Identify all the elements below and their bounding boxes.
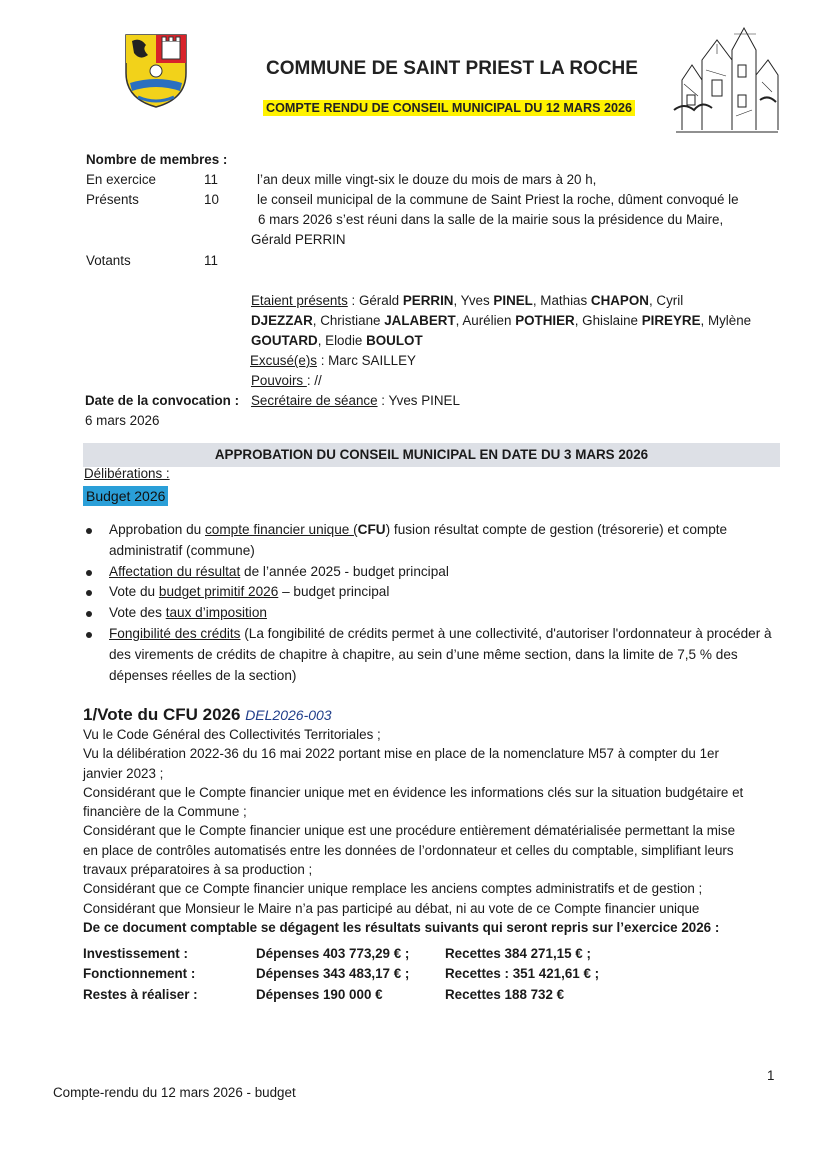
list-item [86,603,786,624]
page-subtitle: COMPTE RENDU DE CONSEIL MUNICIPAL DU 12 MARS 2026 [263,100,635,116]
page-number: 1 [767,1068,775,1083]
body-line: Considérant que le Compte financier unique met en évidence les informations clés sur la situation budgétaire et [83,784,744,800]
body-line: Considérant que Monsieur le Maire n’a pas participé au débat, ni au vote de ce Compte financier unique [83,900,700,916]
secretary-label: Secrétaire de séance [251,393,378,408]
text: , Aurélien [455,313,516,328]
result-recettes: Recettes 188 732 € [445,987,565,1002]
body-line: janvier 2023 ; [83,765,164,781]
intro-line: Gérald PERRIN [251,232,346,247]
name: POTHIER [515,313,575,328]
text: (La fongibilité de crédits permet à une collectivité, d'autoriser l'ordonnateur à procéder à des virements de crédits de chapitre à chapitre, au sein d’une même section, dans la limite de 7,5 % des dépenses réelles de la section) [109,625,772,683]
text: , Cyril [648,293,684,308]
intro-line: 6 mars 2026 s’est réuni dans la salle de la mairie sous la présidence du Maire, [258,212,724,227]
deliberation-ref: DEL2026-003 [245,707,332,723]
present-line [251,331,423,351]
text: , Mylène [700,313,752,328]
body-line: Vu la délibération 2022-36 du 16 mai 2022 portant mise en place de la nomenclature M57 à compter du 1er [83,746,719,762]
body-line: Considérant que ce Compte financier unique remplace les anciens comptes administratifs et de gestion ; [83,881,703,897]
text: , Ghislaine [574,313,642,328]
text: , Mathias [532,293,591,308]
list-item [86,520,786,562]
intro-line: l’an deux mille vingt-six le douze du mois de mars à 20 h, [257,172,597,187]
members-heading: Nombre de membres : [86,152,228,167]
bullet-icon [86,570,92,576]
text: , Christiane [312,313,385,328]
name: BOULOT [366,333,423,348]
result-label: Investissement : [83,946,188,961]
name: CHAPON [590,293,649,308]
section-banner: APPROBATION DU CONSEIL MUNICIPAL EN DATE DU 3 MARS 2026 [83,443,780,467]
secretary-value: : Yves PINEL [377,393,460,408]
text: , Yves [453,293,494,308]
name: DJEZZAR [251,313,313,328]
acronym: CFU [357,522,386,537]
members-value: 11 [204,172,218,187]
section-body [83,725,783,937]
present-line [251,311,751,331]
section-title: 1/Vote du CFU 2026 [83,705,246,724]
text: Approbation du [109,522,205,537]
name: JALABERT [384,313,456,328]
proxy-value: : // [306,373,322,388]
convocation-date: 6 mars 2026 [85,413,160,428]
section-heading [83,705,332,725]
body-line: Considérant que le Compte financier unique est une procédure entièrement dématérialisée permettant la mise [83,823,736,839]
result-depenses: Dépenses 403 773,29 € ; [256,946,410,961]
text: ( [353,522,358,537]
excused-value: : Marc SAILLEY [316,353,416,368]
body-line: travaux préparatoires à sa production ; [83,862,313,878]
deliberation-list [86,520,786,686]
text: ) fusion résultat compte de gestion (trésorerie) et compte administratif (commune) [109,522,728,558]
list-item [86,562,786,583]
bullet-icon [86,632,92,638]
proxy-label: Pouvoirs [251,373,307,388]
convocation-label: Date de la convocation : [85,393,240,408]
result-label: Restes à réaliser : [83,987,198,1002]
result-recettes: Recettes 384 271,15 € ; [445,946,591,961]
present-label: Etaient présents [251,293,348,308]
body-line: en place de contrôles automatisés entre les données de l’ordonnateur et celles du comptable, simplifiant leurs [83,842,734,858]
conclusion-line: De ce document comptable se dégagent les résultats suivants qui seront repris sur l’exercice 2026 : [83,919,720,935]
secretary-line [251,391,460,411]
text: – budget principal [278,584,390,600]
result-depenses: Dépenses 343 483,17 € ; [256,966,410,981]
bullet-icon [86,590,92,596]
excused-line [250,351,416,371]
present-line [251,291,683,311]
list-item [86,624,786,686]
page-title: COMMUNE DE SAINT PRIEST LA ROCHE [266,58,638,79]
footer-text: Compte-rendu du 12 mars 2026 - budget [53,1085,296,1100]
name: PINEL [493,293,533,308]
list-item [86,582,786,603]
intro-line: le conseil municipal de la commune de Saint Priest la roche, dûment convoqué le [257,192,739,207]
text: : Gérald [347,293,403,308]
members-value: 11 [204,253,218,268]
text: Vote des [109,605,166,621]
text: Vote du [109,584,159,600]
text: de l’année 2025 - budget principal [240,563,449,579]
name: GOUTARD [251,333,318,348]
body-line: Vu le Code Général des Collectivités Territoriales ; [83,727,381,742]
term: Affectation du résultat [109,563,241,579]
bullet-icon [86,528,92,534]
body-line: financière de la Commune ; [83,804,247,820]
bullet-icon [86,611,92,617]
members-label: Présents [86,192,139,207]
name: PERRIN [402,293,454,308]
result-label: Fonctionnement : [83,966,196,981]
result-depenses: Dépenses 190 000 € [256,987,383,1002]
deliberations-label: Délibérations : [84,466,170,481]
result-recettes: Recettes : 351 421,61 € ; [445,966,600,981]
term: Fongibilité des crédits [109,625,241,641]
budget-heading: Budget 2026 [83,486,168,506]
members-label: En exercice [86,172,156,187]
term: compte financier unique [205,522,354,537]
term: budget primitif 2026 [158,584,279,600]
name: PIREYRE [641,313,701,328]
term: taux d’imposition [165,605,267,621]
members-label: Votants [86,253,131,268]
text: , Elodie [317,333,367,348]
excused-label: Excusé(e)s [250,353,317,368]
proxy-line [251,371,322,391]
members-value: 10 [204,192,219,207]
